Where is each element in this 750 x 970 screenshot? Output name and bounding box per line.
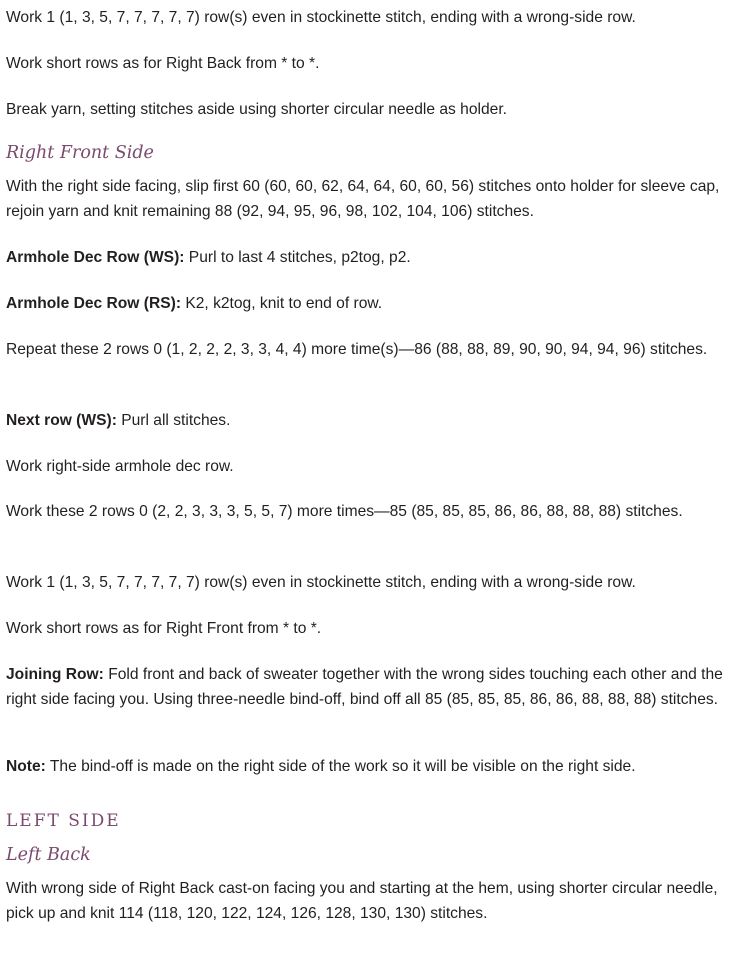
- instruction-paragraph: [6, 662, 746, 712]
- instruction-text: K2, k2tog, knit to end of row.: [181, 295, 383, 312]
- instruction-label: Armhole Dec Row (WS):: [6, 249, 185, 266]
- instruction-label: Note:: [6, 758, 46, 775]
- subheading-right-front-side: Right Front Side: [6, 143, 154, 163]
- instruction-paragraph: [6, 291, 746, 316]
- instruction-paragraph: [6, 245, 746, 270]
- instruction-label: Joining Row:: [6, 666, 104, 683]
- section-heading-left-side: LEFT SIDE: [6, 811, 121, 831]
- instruction-paragraph: [6, 754, 746, 779]
- instruction-paragraph: Work 1 (1, 3, 5, 7, 7, 7, 7, 7) row(s) even in stockinette stitch, ending with a wrong-side row.: [6, 9, 636, 26]
- instruction-paragraph: Break yarn, setting stitches aside using shorter circular needle as holder.: [6, 101, 507, 118]
- instruction-text: The bind-off is made on the right side of the work so it will be visible on the right side.: [45, 758, 636, 775]
- instruction-label: Armhole Dec Row (RS):: [6, 295, 182, 312]
- instruction-paragraph: Work these 2 rows 0 (2, 2, 3, 3, 3, 5, 5, 7) more times—85 (85, 85, 85, 86, 86, 88, 88, 88) stitches.: [6, 503, 683, 520]
- instruction-text: Fold front and back of sweater together with the wrong sides touching each other and the right side facing you. Using three-needle bind-off, bind off all 85 (85, 85, 85, 86, 86, 88, 88, 88) stitches.: [6, 666, 723, 708]
- instruction-text: Purl to last 4 stitches, p2tog, p2.: [184, 249, 411, 266]
- instruction-text: Purl all stitches.: [116, 412, 231, 429]
- instruction-paragraph: Work short rows as for Right Back from * to *.: [6, 55, 320, 72]
- instruction-paragraph: Work short rows as for Right Front from * to *.: [6, 620, 322, 637]
- subheading-left-back: Left Back: [6, 845, 91, 865]
- instruction-paragraph: Repeat these 2 rows 0 (1, 2, 2, 2, 3, 3, 4, 4) more time(s)—86 (88, 88, 89, 90, 90, 94, 94, 96) stitches.: [6, 341, 708, 358]
- instruction-paragraph: Work 1 (1, 3, 5, 7, 7, 7, 7, 7) row(s) even in stockinette stitch, ending with a wrong-side row.: [6, 574, 636, 591]
- instruction-paragraph: [6, 408, 746, 433]
- instruction-paragraph: Work right-side armhole dec row.: [6, 458, 234, 475]
- instruction-paragraph: With the right side facing, slip first 60 (60, 60, 62, 64, 64, 60, 60, 56) stitches onto holder for sleeve cap, rejoin yarn and knit remaining 88 (92, 94, 95, 96, 98, 102, 104, 106) stitches.: [6, 178, 720, 220]
- instruction-label: Next row (WS):: [6, 412, 117, 429]
- instruction-paragraph: With wrong side of Right Back cast-on facing you and starting at the hem, using shorter circular needle, pick up and knit 114 (118, 120, 122, 124, 126, 128, 130, 130) stitches.: [6, 880, 718, 922]
